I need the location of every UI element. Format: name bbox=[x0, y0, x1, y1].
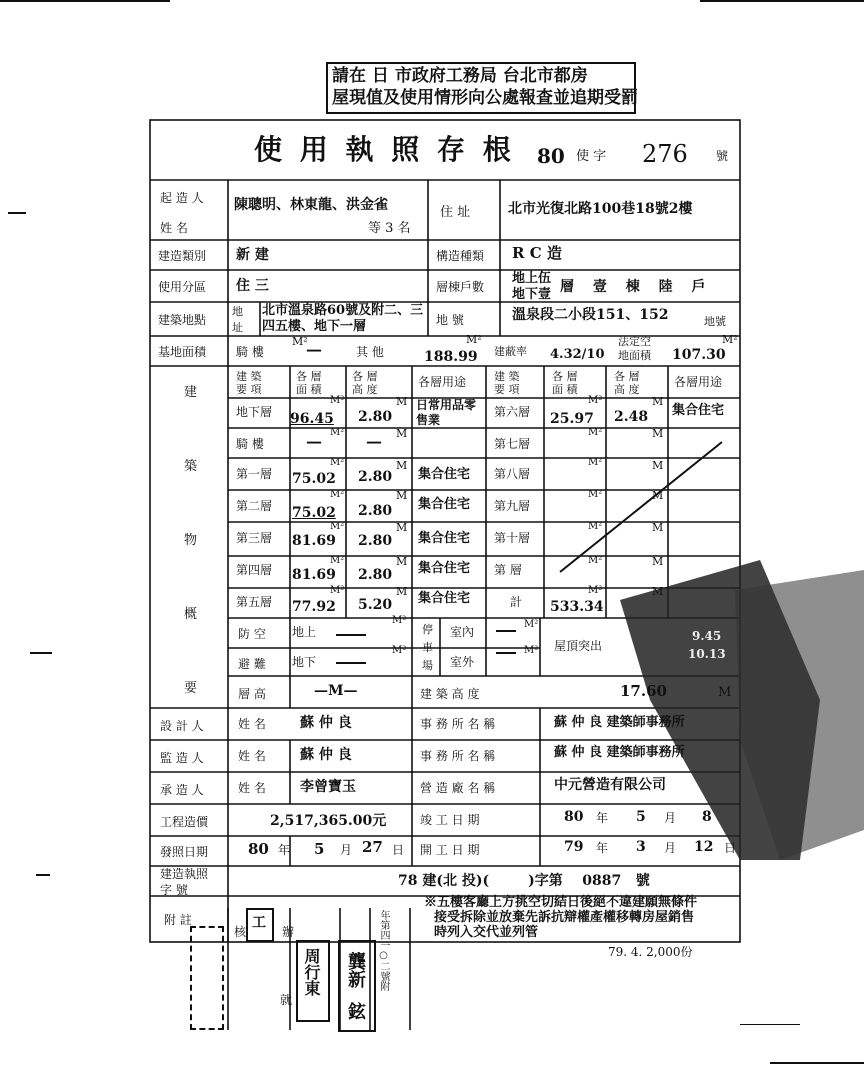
supervisor-office: 蘇 仲 良 建築師事務所 bbox=[554, 745, 685, 760]
designer-label: 設 計 人 bbox=[160, 719, 204, 733]
floor-label: 第六層 bbox=[494, 405, 531, 419]
unit-m2: M² bbox=[330, 427, 345, 438]
floor-use: 集合住宅 bbox=[418, 497, 471, 512]
notes-line-2: 接受拆除並放棄先訴抗辯權產權移轉房屋銷售 bbox=[434, 910, 695, 925]
floor-area: 81.69 bbox=[292, 533, 336, 549]
approval-label: 核 bbox=[234, 925, 247, 939]
building-side-label-1: 建 bbox=[184, 385, 198, 400]
col-header-height: 各 層 高 度 bbox=[352, 370, 378, 396]
unit-m: M bbox=[396, 427, 408, 440]
start-y-unit: 年 bbox=[596, 841, 609, 855]
build-type-label: 建造類別 bbox=[158, 249, 207, 263]
legal-open-value: 107.30 bbox=[672, 347, 726, 363]
seal-text-1: 工 bbox=[252, 915, 266, 931]
scan-mark bbox=[700, 0, 864, 2]
completion-y-unit: 年 bbox=[596, 811, 609, 825]
seal-text-2: 周行東 bbox=[302, 948, 321, 996]
floor-height: 5.20 bbox=[358, 597, 393, 613]
page-title: 使 用 執 照 存 根 bbox=[254, 133, 515, 166]
building-side-label-5: 要 bbox=[184, 681, 198, 696]
unit-m2: M² bbox=[588, 489, 603, 500]
roof-value-2: 10.13 bbox=[688, 647, 726, 661]
cost-value: 2,517,365.00元 bbox=[270, 813, 387, 829]
permit-prefix: 使 字 bbox=[576, 149, 607, 164]
shelter-above-dash bbox=[336, 634, 366, 636]
building-side-label-2: 築 bbox=[184, 459, 198, 474]
floor-area: 75.02 bbox=[292, 505, 336, 521]
parking-outdoor-unit: M² bbox=[524, 645, 539, 656]
unit-m2: M² bbox=[588, 521, 603, 532]
supervisor-label: 監 造 人 bbox=[160, 751, 204, 765]
notes-line-3: 時列入交代並列管 bbox=[434, 925, 539, 940]
unit-m: M bbox=[396, 585, 408, 598]
cost-label: 工程造價 bbox=[160, 815, 209, 829]
bldg-height-unit: M bbox=[718, 685, 732, 700]
permit-suffix: 號 bbox=[716, 149, 729, 163]
parking-label-1: 停 bbox=[422, 623, 433, 636]
contractor-name: 李曾寶玉 bbox=[300, 779, 356, 795]
lot-suffix: 地號 bbox=[704, 315, 726, 328]
start-d-unit: 日 bbox=[724, 841, 737, 855]
completion-label: 竣 工 日 期 bbox=[420, 813, 480, 827]
floor-area: 96.45 bbox=[290, 411, 334, 427]
floor-label: 第五層 bbox=[236, 595, 273, 609]
parking-outdoor: 室外 bbox=[450, 655, 475, 669]
col-header-height-r: 各 層 高 度 bbox=[614, 370, 640, 396]
floor-height: 2.80 bbox=[358, 469, 393, 485]
seal-stamp-3 bbox=[338, 940, 376, 1032]
total-area: 533.34 bbox=[550, 599, 604, 615]
unit-m2: M² bbox=[588, 585, 603, 596]
floor-label: 第一層 bbox=[236, 467, 273, 481]
other-unit: M² bbox=[466, 333, 482, 346]
issue-day: 27 bbox=[362, 838, 383, 856]
parking-outdoor-dash bbox=[496, 652, 516, 654]
floor-area: 25.97 bbox=[550, 411, 594, 427]
shelter-label: 防 空 bbox=[238, 627, 266, 641]
seal-text-3: 龔新 bbox=[345, 952, 366, 988]
floor-height: 2.48 bbox=[614, 409, 649, 425]
unit-m2: M² bbox=[330, 489, 345, 500]
floor-height: 2.80 bbox=[358, 409, 393, 425]
unit-m: M bbox=[652, 521, 664, 534]
issue-m-unit: 月 bbox=[340, 843, 353, 857]
floor-height: — bbox=[366, 432, 382, 451]
applicant-name: 陳聰明、林東龍、洪金雀 bbox=[234, 197, 388, 213]
shelter-below-unit: M² bbox=[392, 645, 407, 656]
seal-date-note: 年第四一○二號附 bbox=[378, 910, 389, 991]
arcade-label: 騎 樓 bbox=[236, 345, 264, 359]
unit-m: M bbox=[396, 489, 408, 502]
floor-label: 第七層 bbox=[494, 437, 531, 451]
start-month: 3 bbox=[636, 839, 646, 855]
permit-year: 80 bbox=[537, 144, 565, 168]
scan-mark bbox=[30, 652, 52, 654]
unit-m2: M² bbox=[588, 457, 603, 468]
building-side-label-4: 概 bbox=[184, 607, 198, 622]
applicant-label: 起 造 人 bbox=[160, 191, 204, 205]
floor-label: 第八層 bbox=[494, 467, 531, 481]
unit-m: M bbox=[652, 427, 664, 440]
location-address-2: 四五樓、地下一層 bbox=[262, 319, 367, 334]
floor-use: 集合住宅 bbox=[418, 591, 471, 606]
location-sub1: 地 bbox=[232, 305, 243, 318]
other-value: 188.99 bbox=[424, 349, 478, 365]
unit-m: M bbox=[652, 489, 664, 502]
issue-month: 5 bbox=[314, 840, 325, 858]
roof-value-1: 9.45 bbox=[692, 629, 722, 643]
unit-m: M bbox=[652, 555, 664, 568]
floor-area: 81.69 bbox=[292, 567, 336, 583]
unit-m2: M² bbox=[330, 457, 345, 468]
floor-use: 集合住宅 bbox=[418, 531, 471, 546]
col-header-use: 各層用途 bbox=[418, 375, 467, 389]
unit-m2: M² bbox=[588, 427, 603, 438]
total-label: 計 bbox=[510, 595, 523, 609]
other-label: 其 他 bbox=[356, 345, 384, 359]
ratio-label: 建蔽率 bbox=[494, 345, 527, 358]
floor-label: 第三層 bbox=[236, 531, 273, 545]
parking-label-2: 車 bbox=[422, 641, 433, 654]
floor-label: 地下層 bbox=[236, 405, 273, 419]
unit-m2: M² bbox=[330, 521, 345, 532]
floor-height-value: —M— bbox=[314, 683, 358, 699]
building-side-label-3: 物 bbox=[184, 533, 198, 548]
unit-m: M bbox=[396, 555, 408, 568]
evac-label: 避 難 bbox=[238, 657, 266, 671]
bldg-height-value: 17.60 bbox=[620, 682, 667, 700]
completion-day: 8 bbox=[702, 809, 712, 825]
col-header-floor: 建 築 要 項 bbox=[236, 370, 262, 396]
issue-year: 80 bbox=[248, 840, 269, 858]
location-sub2: 址 bbox=[232, 321, 243, 334]
contractor-name-label: 姓 名 bbox=[238, 781, 266, 795]
floor-height: 2.80 bbox=[358, 533, 393, 549]
start-day: 12 bbox=[694, 839, 714, 855]
applicant-name-2: 等 3 名 bbox=[368, 221, 411, 236]
structure-label: 構造種類 bbox=[436, 249, 485, 263]
shelter-above: 地上 bbox=[292, 625, 317, 639]
address-label: 住 址 bbox=[440, 205, 471, 220]
start-label: 開 工 日 期 bbox=[420, 843, 480, 857]
ratio-value: 4.32/10 bbox=[550, 347, 605, 362]
permit-label-1: 建造執照 bbox=[160, 867, 209, 881]
legal-open-unit: M² bbox=[722, 333, 738, 346]
area-label: 基地面積 bbox=[158, 345, 207, 359]
contractor-label: 承 造 人 bbox=[160, 783, 204, 797]
designer-office: 蘇 仲 良 建築師事務所 bbox=[554, 715, 685, 730]
seal-stamp-1 bbox=[246, 908, 274, 942]
scan-mark bbox=[770, 1062, 864, 1064]
completion-year: 80 bbox=[564, 809, 584, 825]
legal-open-label-2: 地面積 bbox=[618, 349, 651, 362]
issue-d-unit: 日 bbox=[392, 843, 405, 857]
unit-m: M bbox=[652, 459, 664, 472]
handle-label: 辦 bbox=[282, 925, 295, 939]
scan-mark bbox=[8, 212, 26, 214]
parking-indoor-unit: M² bbox=[524, 619, 539, 630]
floor-label: 騎 樓 bbox=[236, 437, 264, 451]
arcade-value: — bbox=[306, 340, 322, 359]
unit-m2: M² bbox=[330, 585, 345, 596]
zoning-value: 住 三 bbox=[236, 278, 269, 294]
contractor-firm: 中元營造有限公司 bbox=[554, 777, 666, 793]
top-notice-box bbox=[326, 62, 636, 114]
unit-m2: M² bbox=[330, 395, 345, 406]
legal-open-label-1: 法定空 bbox=[618, 335, 651, 348]
supervisor-name-label: 姓 名 bbox=[238, 749, 266, 763]
unit-m: M bbox=[396, 459, 408, 472]
done-label: 就 bbox=[280, 993, 293, 1007]
side-stamp bbox=[190, 926, 224, 1030]
col-header-area-r: 各 層 面 積 bbox=[552, 370, 578, 396]
top-notice-line1: 請在 日 市政府工務局 台北市都房 bbox=[332, 66, 588, 86]
col-header-use-r: 各層用途 bbox=[674, 375, 723, 389]
shelter-below: 地下 bbox=[292, 655, 317, 669]
applicant-address: 北市光復北路100巷18號2樓 bbox=[508, 201, 693, 217]
col-header-floor-r: 建 築 要 項 bbox=[494, 370, 520, 396]
completion-month: 5 bbox=[636, 809, 646, 825]
roof-label: 屋頂突出 bbox=[554, 639, 603, 653]
unit-m: M bbox=[396, 395, 408, 408]
completion-m-unit: 月 bbox=[664, 811, 677, 825]
supervisor-office-label: 事 務 所 名 稱 bbox=[420, 749, 496, 763]
designer-office-label: 事 務 所 名 稱 bbox=[420, 717, 496, 731]
location-address-1: 北市溫泉路60號及附二、三 bbox=[262, 303, 424, 318]
floor-label: 第十層 bbox=[494, 531, 531, 545]
floor-area: 77.92 bbox=[292, 599, 336, 615]
floor-area: 75.02 bbox=[292, 471, 336, 487]
floor-use: 日常用品零售業 bbox=[416, 398, 477, 427]
shelter-below-dash bbox=[336, 662, 366, 664]
supervisor-name: 蘇 仲 良 bbox=[300, 747, 352, 763]
scan-mark bbox=[740, 1024, 800, 1025]
print-info: 79. 4. 2,000份 bbox=[608, 945, 693, 959]
floor-label: 第二層 bbox=[236, 499, 273, 513]
start-m-unit: 月 bbox=[664, 841, 677, 855]
parking-label-3: 場 bbox=[422, 659, 433, 672]
arcade-unit: M² bbox=[292, 335, 308, 348]
structure-value: R C 造 bbox=[512, 244, 562, 262]
unit-m: M bbox=[652, 395, 664, 408]
bldg-height-label: 建 築 高 度 bbox=[420, 687, 480, 701]
floor-height: 2.80 bbox=[358, 503, 393, 519]
permit-number: 276 bbox=[642, 140, 688, 168]
floor-label: 第九層 bbox=[494, 499, 531, 513]
floor-label: 第 層 bbox=[494, 563, 522, 577]
notes-label: 附 註 bbox=[164, 913, 192, 927]
floor-use: 集合住宅 bbox=[672, 403, 725, 418]
unit-m2: M² bbox=[588, 555, 603, 566]
units-value: 層 壹 棟 陸 戶 bbox=[560, 279, 706, 295]
scan-mark bbox=[0, 0, 170, 2]
designer-name-label: 姓 名 bbox=[238, 717, 266, 731]
issue-label: 發照日期 bbox=[160, 845, 209, 859]
unit-m2: M² bbox=[330, 555, 345, 566]
floor-use: 集合住宅 bbox=[418, 561, 471, 576]
lot-value: 溫泉段二小段151、152 bbox=[512, 307, 669, 323]
applicant-label-2: 姓 名 bbox=[160, 221, 188, 235]
floor-height-label: 層 高 bbox=[238, 687, 266, 701]
issue-y-unit: 年 bbox=[278, 843, 291, 857]
lot-label: 地 號 bbox=[436, 313, 464, 327]
col-header-area: 各 層 面 積 bbox=[296, 370, 322, 396]
start-year: 79 bbox=[564, 839, 584, 855]
contractor-firm-label: 營 造 廠 名 稱 bbox=[420, 781, 496, 795]
parking-indoor: 室內 bbox=[450, 625, 475, 639]
designer-name: 蘇 仲 良 bbox=[300, 715, 352, 731]
seal-stamp-2 bbox=[296, 940, 330, 1022]
floor-height: 2.80 bbox=[358, 567, 393, 583]
floor-label: 第四層 bbox=[236, 563, 273, 577]
floors-below: 地下壹 bbox=[512, 287, 552, 302]
parking-indoor-dash bbox=[496, 630, 516, 632]
top-notice-line2: 屋現值及使用情形向公處報查並追期受罰 bbox=[332, 88, 638, 108]
unit-m: M bbox=[652, 585, 664, 598]
floors-label: 層棟戶數 bbox=[436, 280, 485, 294]
unit-m2: M² bbox=[588, 395, 603, 406]
zoning-label: 使用分區 bbox=[158, 280, 207, 294]
permit-label-2: 字 號 bbox=[160, 883, 188, 897]
seal-text-4: 鉉 bbox=[348, 1002, 366, 1023]
floors-above: 地上伍 bbox=[512, 271, 552, 286]
floor-use: 集合住宅 bbox=[418, 467, 471, 482]
floor-area: — bbox=[306, 432, 322, 451]
scan-mark bbox=[36, 874, 50, 876]
permit-text: 78 建(北 投)( )字第 0887 號 bbox=[398, 873, 650, 889]
notes-line-1: ※五樓客廳上方挑空切結日後絕不違建願無條件 bbox=[424, 895, 698, 910]
shelter-unit: M² bbox=[392, 615, 407, 626]
build-type-value: 新 建 bbox=[236, 247, 269, 263]
unit-m: M bbox=[396, 521, 408, 534]
location-label: 建築地點 bbox=[158, 313, 207, 327]
